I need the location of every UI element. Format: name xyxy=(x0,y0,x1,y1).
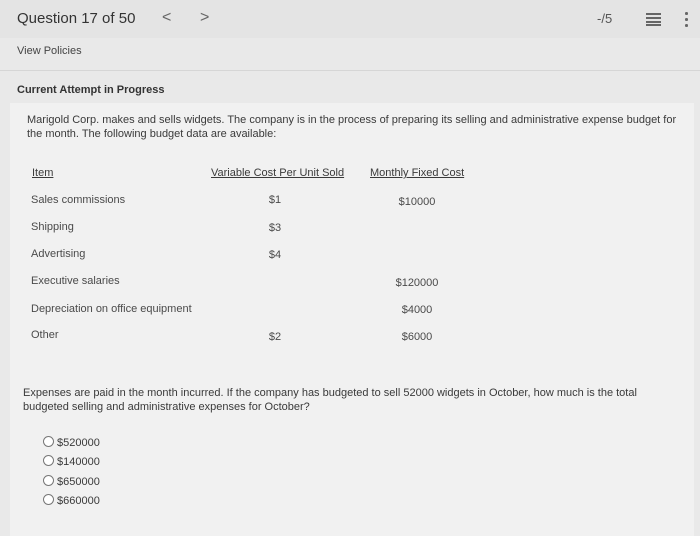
answer-option[interactable] xyxy=(43,475,100,488)
more-vertical-icon[interactable] xyxy=(684,11,688,27)
header-variable-cost: Variable Cost Per Unit Sold xyxy=(211,167,345,179)
row-label-sales-commissions: Sales commissions xyxy=(31,194,126,206)
cell-fixed-sales-commissions: $10000 xyxy=(398,196,436,208)
answer-option[interactable] xyxy=(43,436,100,449)
list-icon[interactable] xyxy=(646,12,661,25)
row-label-advertising: Advertising xyxy=(31,248,86,260)
answer-option-label: $140000 xyxy=(57,456,100,468)
attempt-status: Current Attempt in Progress xyxy=(17,84,165,96)
divider xyxy=(0,70,700,71)
question-text: Expenses are paid in the month incurred. If the company has budgeted to sell 52000 widgets in October, how much is the total budgeted selling and administrative expenses for October? xyxy=(23,387,637,413)
cell-fixed-depreciation: $4000 xyxy=(401,304,433,316)
cell-fixed-other: $6000 xyxy=(401,331,433,343)
answer-option[interactable] xyxy=(43,494,100,507)
answer-option-label: $650000 xyxy=(57,476,100,488)
score-display: -/5 xyxy=(597,11,613,26)
header-fixed-cost: Monthly Fixed Cost xyxy=(370,167,465,179)
cell-variable-sales-commissions: $1 xyxy=(268,194,282,206)
row-label-depreciation: Depreciation on office equipment xyxy=(31,303,192,315)
answer-option-label: $660000 xyxy=(57,495,100,507)
radio-button[interactable] xyxy=(43,436,54,447)
radio-button[interactable] xyxy=(43,475,54,486)
question-title: Question 17 of 50 xyxy=(17,10,136,27)
radio-button[interactable] xyxy=(43,455,54,466)
answer-option[interactable] xyxy=(43,455,100,468)
row-label-shipping: Shipping xyxy=(31,221,74,233)
chevron-right-icon[interactable]: > xyxy=(200,9,210,26)
cell-variable-advertising: $4 xyxy=(268,249,282,261)
cell-fixed-executive-salaries: $120000 xyxy=(395,277,439,289)
cell-variable-shipping: $3 xyxy=(268,222,282,234)
top-bar xyxy=(0,0,700,38)
problem-text: Marigold Corp. makes and sells widgets. The company is in the process of preparing its selling and administrative expense budget for the month. The following budget data are available: xyxy=(27,114,677,140)
row-label-other: Other xyxy=(31,329,59,341)
header-item: Item xyxy=(32,167,54,179)
row-label-executive-salaries: Executive salaries xyxy=(31,275,120,287)
radio-button[interactable] xyxy=(43,494,54,505)
cell-variable-other: $2 xyxy=(268,331,282,343)
question-panel xyxy=(10,103,694,536)
view-policies-link[interactable]: View Policies xyxy=(17,45,82,57)
answer-option-label: $520000 xyxy=(57,437,100,449)
chevron-left-icon[interactable]: < xyxy=(162,9,172,26)
